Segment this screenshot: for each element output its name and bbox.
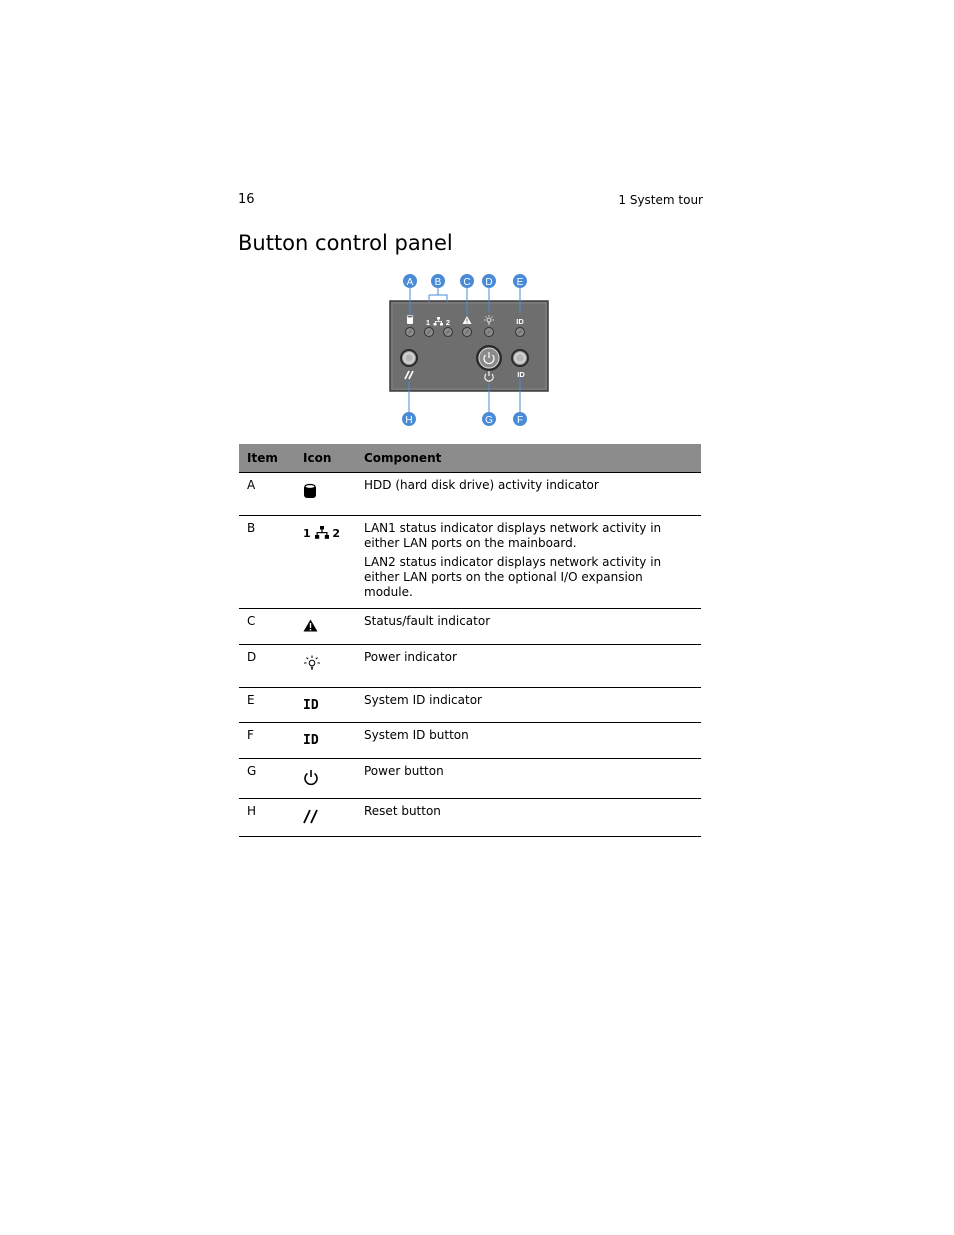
callout-a-label: A xyxy=(406,277,414,288)
id-icon: ID xyxy=(303,733,319,748)
callout-a xyxy=(403,274,417,288)
row-component: Status/fault indicator xyxy=(364,614,491,628)
callout-c-label: C xyxy=(463,277,471,288)
table-row xyxy=(239,516,701,609)
lan-icon-label-2: 2 xyxy=(332,527,340,540)
callout-g-label: G xyxy=(485,415,493,426)
table-row xyxy=(239,759,701,799)
callout-f xyxy=(513,412,527,426)
lan-icon xyxy=(303,526,340,541)
running-head: 1 System tour xyxy=(618,193,703,207)
panel-hdd-icon xyxy=(407,315,413,324)
header-item: Item xyxy=(239,444,295,473)
callout-h-label: H xyxy=(405,415,413,426)
callout-h xyxy=(402,412,416,426)
row-component: HDD (hard disk drive) activity indicator xyxy=(364,478,599,492)
table-row xyxy=(239,609,701,645)
row-component: System ID indicator xyxy=(364,693,482,707)
page-number: 16 xyxy=(238,192,255,207)
hdd-icon xyxy=(303,483,317,499)
panel-lan-label-2: 2 xyxy=(445,318,451,327)
table-row xyxy=(239,688,701,723)
panel-id-button[interactable] xyxy=(511,349,529,367)
row-item: H xyxy=(239,799,295,837)
lan-icon-label-1: 1 xyxy=(303,527,311,540)
header-icon: Icon xyxy=(295,444,356,473)
reset-icon xyxy=(303,809,319,824)
callout-f-label: F xyxy=(516,415,524,426)
panel-id-label: ID xyxy=(516,317,524,326)
row-component: Power indicator xyxy=(364,650,457,664)
section-title: Button control panel xyxy=(238,231,453,255)
power-indicator-icon xyxy=(303,655,321,673)
component-table xyxy=(239,444,701,837)
warning-icon xyxy=(303,619,318,632)
table-row xyxy=(239,473,701,516)
row-component: LAN1 status indicator displays network activity in either LAN ports on the mainboard. xyxy=(364,521,662,550)
panel-reset-button[interactable] xyxy=(400,349,418,367)
table-row xyxy=(239,645,701,688)
power-icon xyxy=(303,769,319,786)
callout-c xyxy=(460,274,474,288)
panel-id-button-label: ID xyxy=(517,370,525,379)
button-control-panel-figure xyxy=(380,268,570,430)
panel-lan-label-1: 1 xyxy=(425,318,431,327)
header-component: Component xyxy=(356,444,701,473)
callout-e-label: E xyxy=(516,277,524,288)
callout-d xyxy=(482,274,496,288)
id-icon: ID xyxy=(303,698,319,713)
row-item: C xyxy=(239,609,295,645)
row-item: F xyxy=(239,723,295,759)
callout-e xyxy=(513,274,527,288)
row-component: System ID button xyxy=(364,728,469,742)
callout-b xyxy=(431,274,445,288)
row-item: G xyxy=(239,759,295,799)
callout-b-label: B xyxy=(434,277,442,288)
row-component: LAN2 status indicator displays network activity in either LAN ports on the optional I/O expansion module. xyxy=(364,555,662,599)
callout-g xyxy=(482,412,496,426)
table-row xyxy=(239,723,701,759)
row-item: D xyxy=(239,645,295,688)
table-row xyxy=(239,799,701,837)
row-item: E xyxy=(239,688,295,723)
row-item: A xyxy=(239,473,295,516)
row-component: Reset button xyxy=(364,804,441,818)
table-header-row xyxy=(239,444,701,473)
row-item: B xyxy=(239,516,295,609)
callout-d-label: D xyxy=(485,277,493,288)
row-component: Power button xyxy=(364,764,444,778)
panel-power-button[interactable] xyxy=(476,345,502,371)
